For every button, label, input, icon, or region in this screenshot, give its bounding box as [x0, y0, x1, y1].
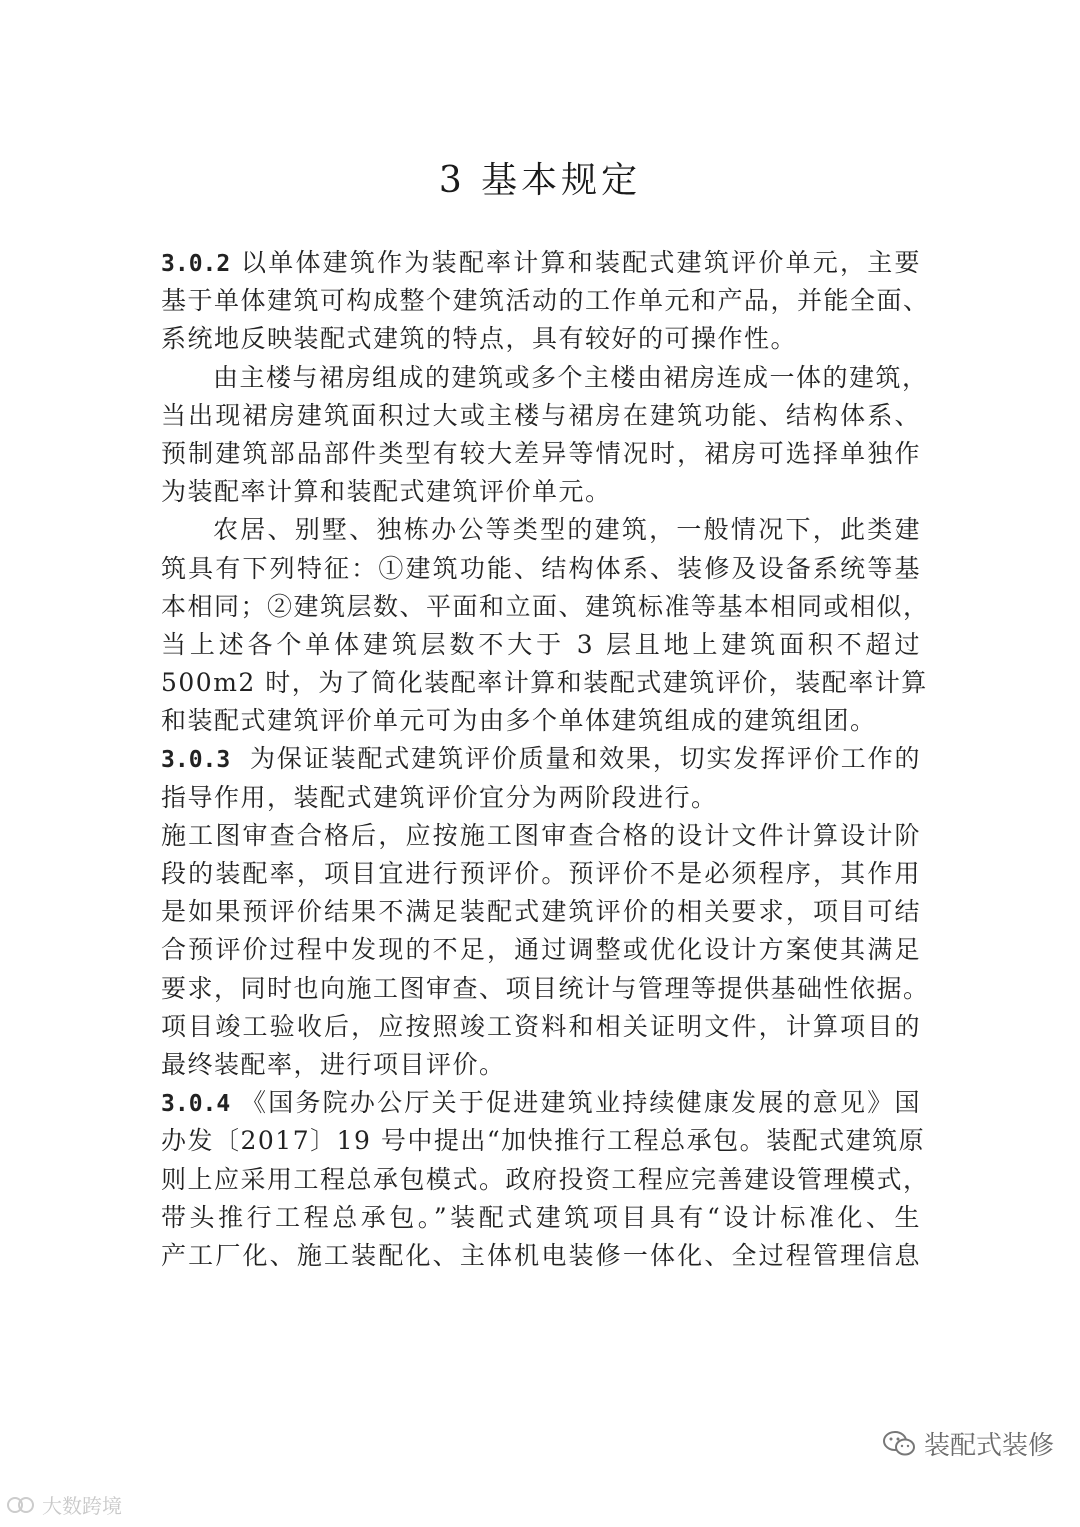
text-line	[161, 1161, 930, 1199]
line-text: 基于单体建筑可构成整个建筑活动的工作单元和产品，并能全面、	[161, 286, 930, 316]
text-line	[161, 588, 930, 626]
line-text: 本相同；②建筑层数、平面和立面、建筑标准等基本相同或相似，	[161, 591, 930, 621]
text-line	[161, 893, 921, 931]
text-line	[161, 1084, 921, 1122]
line-text: 由主楼与裙房组成的建筑或多个主楼由裙房连成一体的建筑，	[213, 362, 929, 392]
text-line	[161, 970, 930, 1008]
text-line	[161, 1008, 921, 1046]
text-line	[161, 855, 921, 893]
text-line	[161, 550, 921, 588]
clause-number: 3.0.4	[161, 1091, 231, 1118]
clause-number: 3.0.3	[161, 747, 231, 774]
line-text: 带头推行工程总承包。”装配式建筑项目具有“设计标准化、生	[161, 1202, 921, 1232]
text-line	[161, 817, 921, 855]
text-line	[161, 626, 921, 664]
line-text: 施工图审查合格后，应按施工图审查合格的设计文件计算设计阶	[161, 820, 921, 850]
line-text: 最终装配率，进行项目评价。	[161, 1049, 506, 1079]
line-text: 系统地反映装配式建筑的特点，具有较好的可操作性。	[161, 324, 798, 354]
site-watermark	[6, 1490, 122, 1519]
line-text: 筑具有下列特征：①建筑功能、结构体系、装修及设备系统等基	[161, 553, 921, 583]
line-text: 以单体建筑作为装配率计算和装配式建筑评价单元，主要	[240, 248, 921, 277]
line-text: 《国务院办公厅关于促进建筑业持续健康发展的意见》国	[240, 1088, 921, 1118]
wechat-account-name: 装配式装修	[923, 1431, 1054, 1461]
text-line	[161, 1122, 926, 1160]
text-line	[161, 702, 921, 740]
line-text: 要求，同时也向施工图审查、项目统计与管理等提供基础性依据。	[161, 973, 930, 1003]
text-line	[161, 740, 921, 778]
wechat-icon	[882, 1430, 916, 1458]
line-text: 为装配率计算和装配式建筑评价单元。	[161, 477, 612, 507]
text-line	[161, 282, 930, 320]
line-text: 项目竣工验收后，应按照竣工资料和相关证明文件，计算项目的	[161, 1011, 921, 1041]
text-line	[161, 435, 921, 473]
text-line	[161, 1046, 921, 1084]
text-line	[161, 359, 929, 397]
text-line	[161, 931, 921, 969]
line-text: 产工厂化、施工装配化、主体机电装修一体化、全过程管理信息	[161, 1240, 921, 1270]
line-text: 段的装配率，项目宜进行预评价。预评价不是必须程序，其作用	[161, 859, 921, 888]
text-line	[161, 1199, 921, 1237]
text-line	[161, 244, 921, 282]
text-line	[161, 473, 921, 511]
line-text: 是如果预评价结果不满足装配式建筑评价的相关要求，项目可结	[161, 897, 921, 927]
line-text: 500m2 时，为了简化装配率计算和装配式建筑评价，装配率计算	[161, 668, 928, 698]
line-text: 预制建筑部品部件类型有较大差异等情况时，裙房可选择单独作	[161, 438, 921, 468]
line-text: 为保证装配式建筑评价质量和效果，切实发挥评价工作的	[240, 744, 921, 774]
line-text: 当出现裙房建筑面积过大或主楼与裙房在建筑功能、结构体系、	[161, 400, 921, 430]
text-line	[161, 664, 928, 702]
page-title: 3 基本规定	[438, 160, 642, 201]
site-watermark-text: 大数跨境	[42, 1494, 122, 1518]
wechat-watermark	[882, 1425, 1054, 1462]
text-line	[161, 320, 921, 358]
clause-number: 3.0.2	[161, 251, 231, 277]
line-text: 当上述各个单体建筑层数不大于 3 层且地上建筑面积不超过	[161, 629, 921, 659]
text-line	[161, 779, 921, 817]
line-text: 办发〔2017〕19 号中提出“加快推行工程总承包。装配式建筑原	[161, 1126, 926, 1156]
line-text: 和装配式建筑评价单元可为由多个单体建筑组成的建筑组团。	[161, 706, 877, 736]
text-line	[161, 397, 921, 435]
line-text: 农居、别墅、独栋办公等类型的建筑，一般情况下，此类建	[213, 515, 921, 545]
line-text: 指导作用，装配式建筑评价宜分为两阶段进行。	[161, 782, 718, 812]
text-line	[161, 511, 921, 549]
logo-rings-icon	[6, 1494, 36, 1516]
text-line	[161, 1237, 921, 1275]
line-text: 合预评价过程中发现的不足，通过调整或优化设计方案使其满足	[161, 935, 921, 965]
line-text: 则上应采用工程总承包模式。政府投资工程应完善建设管理模式，	[161, 1164, 930, 1194]
document-body	[161, 244, 930, 1275]
